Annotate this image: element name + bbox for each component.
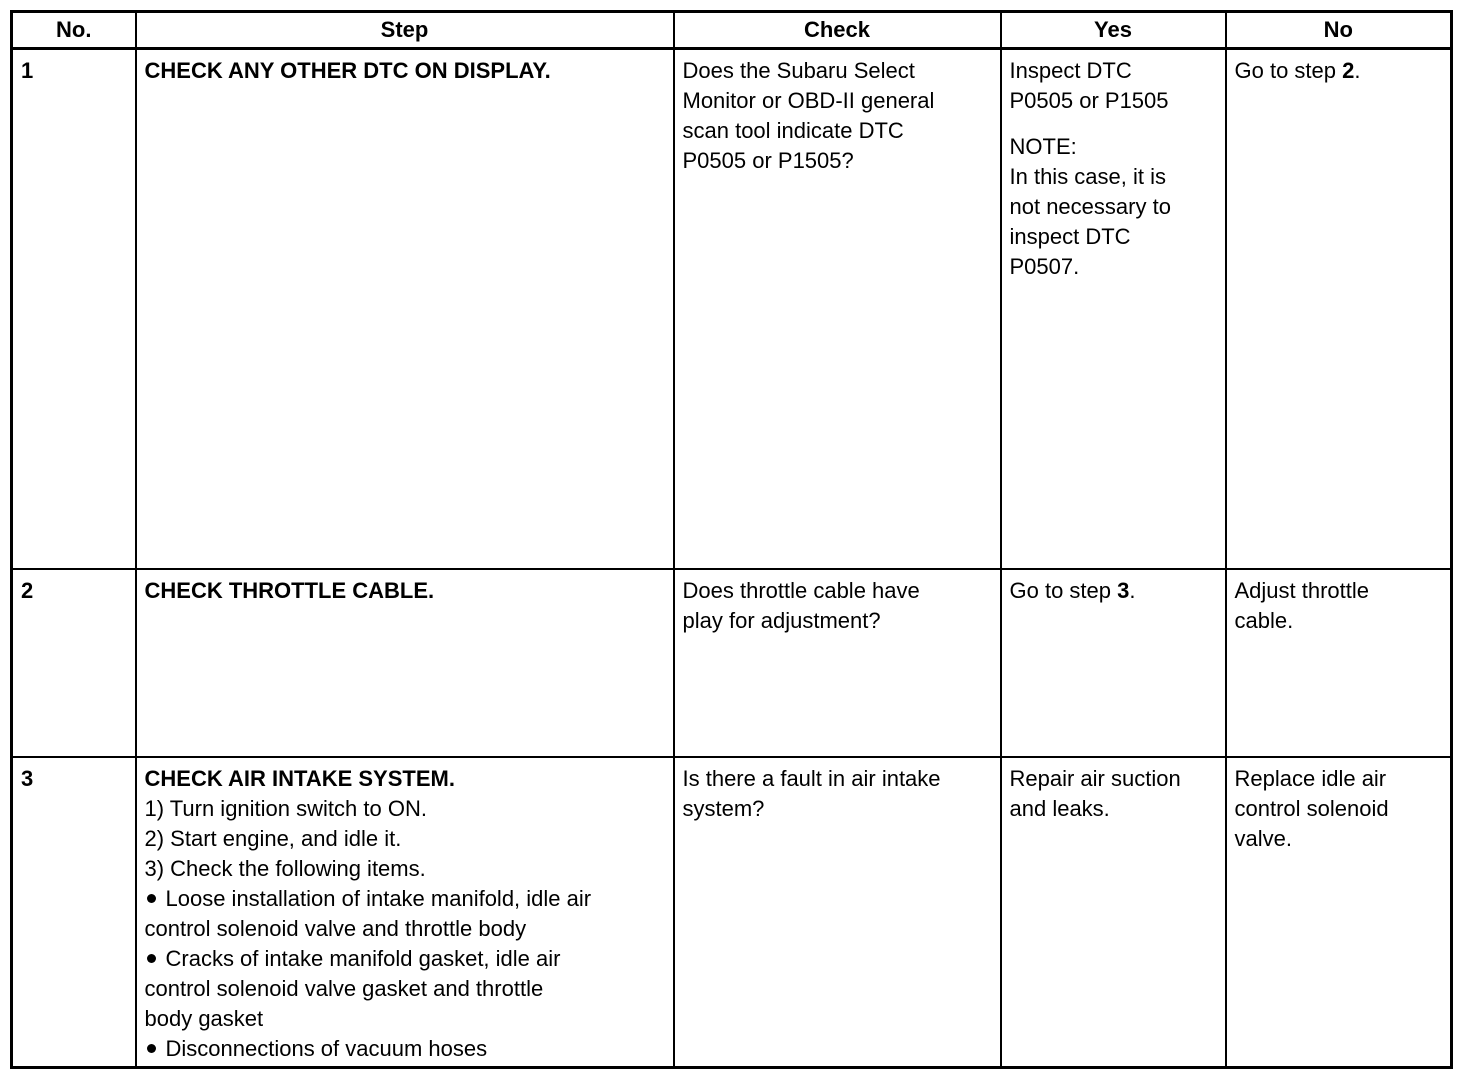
bullet-text: Disconnections of vacuum hoses (165, 1036, 488, 1061)
list-item (145, 1034, 665, 1064)
yes-text: and leaks. (1009, 796, 1110, 821)
bullet-icon (147, 1044, 156, 1053)
no-action-text: cable. (1234, 608, 1294, 633)
bullet-icon (147, 954, 156, 963)
check-cell (674, 757, 1001, 1068)
yes-text: Go to step (1009, 578, 1118, 603)
no-action-suffix: . (1354, 58, 1361, 83)
note-text: inspect DTC (1009, 224, 1131, 249)
row-number-cell (12, 569, 136, 757)
bullet-text: Loose installation of intake manifold, idle air (165, 886, 592, 911)
yes-cell (1001, 569, 1226, 757)
row-number: 1 (21, 58, 34, 83)
no-action-cell (1226, 49, 1452, 570)
note-text: P0507. (1009, 254, 1080, 279)
no-action-text: Go to step (1234, 58, 1343, 83)
yes-text: Inspect DTC (1009, 58, 1132, 83)
note-text: In this case, it is (1009, 164, 1167, 189)
header-row (12, 12, 1452, 49)
check-text: system? (682, 796, 765, 821)
no-action-text: control solenoid (1234, 796, 1389, 821)
step-instruction: 2) Start engine, and idle it. (144, 826, 402, 851)
yes-cell (1001, 49, 1226, 570)
no-action-cell (1226, 569, 1452, 757)
step-title: CHECK ANY OTHER DTC ON DISPLAY. (144, 58, 551, 83)
check-text: Does throttle cable have (682, 578, 920, 603)
yes-cell (1001, 757, 1226, 1068)
row-number-cell (12, 49, 136, 570)
yes-suffix: . (1129, 578, 1136, 603)
bullet-text: body gasket (144, 1006, 264, 1031)
row-number-cell (12, 757, 136, 1068)
bullet-text: control solenoid valve and throttle body (144, 916, 527, 941)
no-action-text: Adjust throttle (1234, 578, 1370, 603)
check-text: play for adjustment? (682, 608, 881, 633)
header-yes: Yes (1001, 12, 1226, 49)
bullet-text: control solenoid valve gasket and throttle (144, 976, 544, 1001)
row-number: 2 (21, 578, 34, 603)
list-item (145, 944, 665, 974)
check-cell (674, 49, 1001, 570)
step-cell (136, 49, 674, 570)
no-action-text: Replace idle air (1234, 766, 1387, 791)
bullet-text: Cracks of intake manifold gasket, idle air (165, 946, 561, 971)
step-instruction: 1) Turn ignition switch to ON. (144, 796, 427, 821)
table-row (12, 757, 1452, 1068)
list-item (145, 884, 665, 914)
diagnostic-table (10, 10, 1453, 1069)
table-row (12, 49, 1452, 570)
bullet-icon (147, 894, 156, 903)
no-action-text: valve. (1234, 826, 1292, 851)
step-title: CHECK THROTTLE CABLE. (144, 578, 435, 603)
check-text: P0505 or P1505? (682, 148, 854, 173)
check-text: Does the Subaru Select (682, 58, 915, 83)
note-label: NOTE: (1009, 134, 1077, 159)
check-text: scan tool indicate DTC (682, 118, 904, 143)
step-instruction: 3) Check the following items. (144, 856, 426, 881)
yes-text: P0505 or P1505 (1009, 88, 1169, 113)
check-text: Is there a fault in air intake (682, 766, 941, 791)
no-action-cell (1226, 757, 1452, 1068)
header-step: Step (136, 12, 674, 49)
header-no: No. (12, 12, 136, 49)
step-cell (136, 569, 674, 757)
check-cell (674, 569, 1001, 757)
step-cell (136, 757, 674, 1068)
check-text: Monitor or OBD-II general (682, 88, 935, 113)
step-reference: 2 (1342, 58, 1355, 83)
table-row (12, 569, 1452, 757)
step-title: CHECK AIR INTAKE SYSTEM. (144, 766, 455, 791)
row-number: 3 (21, 766, 34, 791)
note-text: not necessary to (1009, 194, 1171, 219)
header-check: Check (674, 12, 1001, 49)
step-reference: 3 (1117, 578, 1130, 603)
yes-text: Repair air suction (1009, 766, 1181, 791)
header-no-action: No (1226, 12, 1452, 49)
